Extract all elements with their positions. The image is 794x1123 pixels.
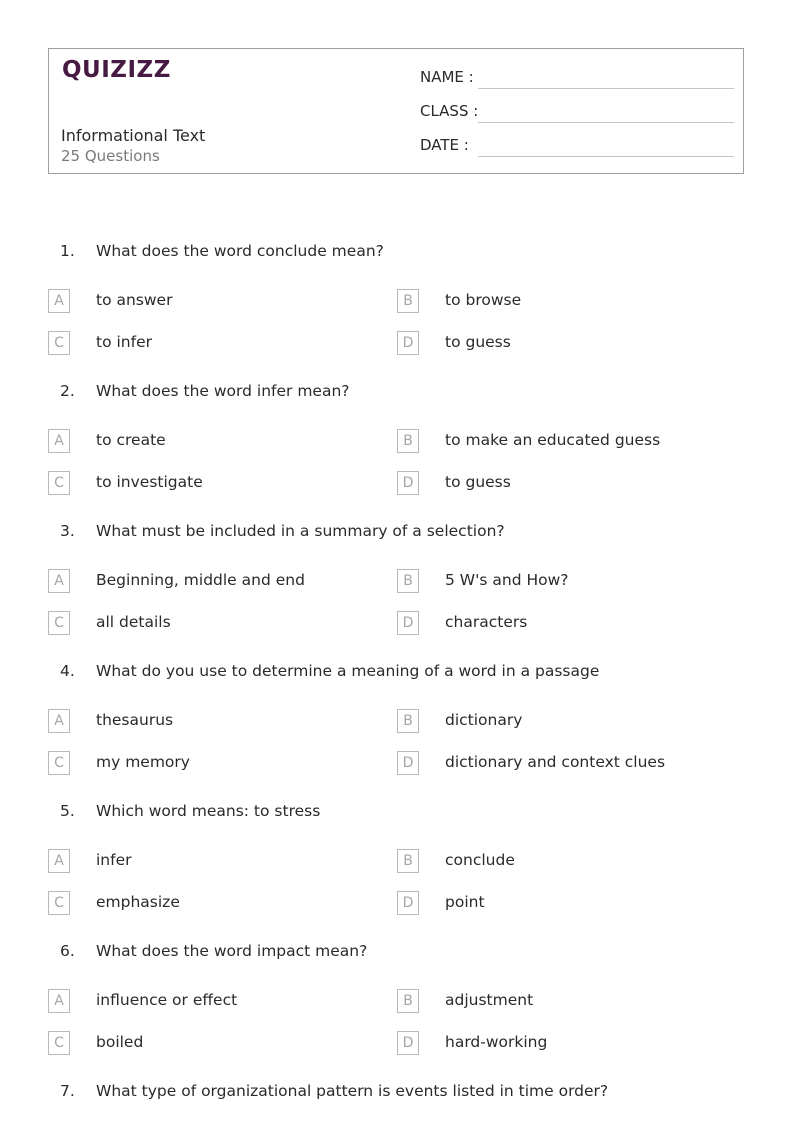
option-3a[interactable] — [48, 569, 388, 595]
option-text: dictionary — [445, 711, 523, 729]
option-letter-box[interactable]: A — [48, 709, 70, 733]
option-letter-box[interactable]: D — [397, 751, 419, 775]
option-5b[interactable] — [397, 849, 737, 875]
option-5a[interactable] — [48, 849, 388, 875]
option-3b[interactable] — [397, 569, 737, 595]
option-letter-box[interactable]: D — [397, 331, 419, 355]
option-letter-box[interactable]: C — [48, 751, 70, 775]
option-letter-box[interactable]: B — [397, 989, 419, 1013]
name-line[interactable] — [478, 88, 734, 89]
option-text: hard-working — [445, 1033, 548, 1051]
question-text: What type of organizational pattern is events listed in time order? — [96, 1082, 609, 1100]
option-text: to guess — [445, 473, 511, 491]
question-text: What does the word impact mean? — [96, 942, 368, 960]
option-text: emphasize — [96, 893, 180, 911]
option-text: my memory — [96, 753, 190, 771]
option-letter-box[interactable]: C — [48, 1031, 70, 1055]
option-text: point — [445, 893, 485, 911]
option-6a[interactable] — [48, 989, 388, 1015]
option-4b[interactable] — [397, 709, 737, 735]
option-5c[interactable] — [48, 891, 388, 917]
name-field[interactable] — [420, 66, 734, 90]
option-text: all details — [96, 613, 171, 631]
option-letter-box[interactable]: C — [48, 891, 70, 915]
date-label: DATE : — [420, 136, 469, 154]
option-text: influence or effect — [96, 991, 238, 1009]
option-4c[interactable] — [48, 751, 388, 777]
worksheet-title: Informational Text — [61, 126, 206, 145]
question-number: 3. — [60, 522, 75, 540]
question-7 — [0, 1082, 794, 1112]
option-letter-box[interactable]: A — [48, 569, 70, 593]
option-2a[interactable] — [48, 429, 388, 455]
option-1d[interactable] — [397, 331, 737, 357]
option-text: to make an educated guess — [445, 431, 661, 449]
option-text: thesaurus — [96, 711, 174, 729]
date-field[interactable] — [420, 134, 734, 158]
option-letter-box[interactable]: A — [48, 849, 70, 873]
question-number: 6. — [60, 942, 75, 960]
question-text: What does the word conclude mean? — [96, 242, 384, 260]
option-2c[interactable] — [48, 471, 388, 497]
option-letter-box[interactable]: C — [48, 611, 70, 635]
option-letter-box[interactable]: B — [397, 289, 419, 313]
option-text: conclude — [445, 851, 515, 869]
option-text: adjustment — [445, 991, 534, 1009]
option-text: to infer — [96, 333, 152, 351]
option-text: to guess — [445, 333, 511, 351]
option-3d[interactable] — [397, 611, 737, 637]
option-5d[interactable] — [397, 891, 737, 917]
question-number: 5. — [60, 802, 75, 820]
question-4 — [0, 662, 794, 692]
option-4a[interactable] — [48, 709, 388, 735]
name-label: NAME : — [420, 68, 474, 86]
option-letter-box[interactable]: B — [397, 849, 419, 873]
option-letter-box[interactable]: D — [397, 1031, 419, 1055]
option-letter-box[interactable]: C — [48, 331, 70, 355]
option-letter-box[interactable]: B — [397, 429, 419, 453]
option-text: Beginning, middle and end — [96, 571, 305, 589]
option-text: boiled — [96, 1033, 144, 1051]
question-number: 1. — [60, 242, 75, 260]
worksheet-header — [48, 48, 744, 174]
option-letter-box[interactable]: C — [48, 471, 70, 495]
class-line[interactable] — [478, 122, 734, 123]
option-text: infer — [96, 851, 132, 869]
question-1 — [0, 242, 794, 272]
question-number: 7. — [60, 1082, 75, 1100]
option-2b[interactable] — [397, 429, 737, 455]
option-6d[interactable] — [397, 1031, 737, 1057]
date-line[interactable] — [478, 156, 734, 157]
question-2 — [0, 382, 794, 412]
option-1b[interactable] — [397, 289, 737, 315]
question-text: What does the word infer mean? — [96, 382, 350, 400]
option-letter-box[interactable]: A — [48, 989, 70, 1013]
option-letter-box[interactable]: D — [397, 471, 419, 495]
option-text: to answer — [96, 291, 173, 309]
quizizz-logo: QUIZIZZ — [62, 57, 171, 83]
option-2d[interactable] — [397, 471, 737, 497]
option-letter-box[interactable]: D — [397, 611, 419, 635]
question-text: Which word means: to stress — [96, 802, 321, 820]
option-letter-box[interactable]: B — [397, 709, 419, 733]
option-letter-box[interactable]: A — [48, 429, 70, 453]
option-letter-box[interactable]: B — [397, 569, 419, 593]
option-4d[interactable] — [397, 751, 737, 777]
option-text: dictionary and context clues — [445, 753, 666, 771]
option-text: 5 W's and How? — [445, 571, 569, 589]
question-number: 2. — [60, 382, 75, 400]
option-6b[interactable] — [397, 989, 737, 1015]
option-6c[interactable] — [48, 1031, 388, 1057]
option-text: characters — [445, 613, 528, 631]
question-count: 25 Questions — [61, 147, 160, 165]
option-text: to investigate — [96, 473, 203, 491]
option-letter-box[interactable]: D — [397, 891, 419, 915]
option-3c[interactable] — [48, 611, 388, 637]
question-number: 4. — [60, 662, 75, 680]
option-text: to create — [96, 431, 166, 449]
class-label: CLASS : — [420, 102, 479, 120]
option-1a[interactable] — [48, 289, 388, 315]
question-5 — [0, 802, 794, 832]
question-text: What do you use to determine a meaning of a word in a passage — [96, 662, 600, 680]
question-6 — [0, 942, 794, 972]
question-text: What must be included in a summary of a selection? — [96, 522, 505, 540]
class-field[interactable] — [420, 100, 734, 124]
question-3 — [0, 522, 794, 552]
option-text: to browse — [445, 291, 522, 309]
option-letter-box[interactable]: A — [48, 289, 70, 313]
option-1c[interactable] — [48, 331, 388, 357]
